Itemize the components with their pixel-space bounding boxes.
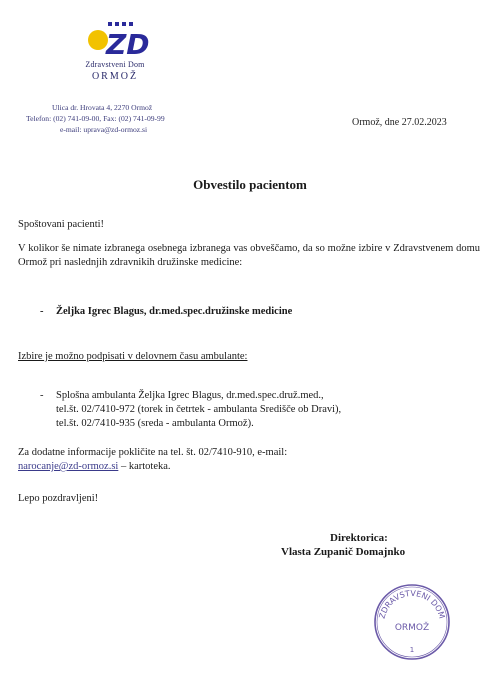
document-date: Ormož, dne 27.02.2023: [352, 117, 447, 128]
stamp-number: 1: [409, 646, 415, 654]
doctor-list-item: [40, 305, 292, 319]
doctor-name: Željka Igrec Blagus, dr.med.spec.družinske medicine: [56, 306, 293, 317]
closing: Lepo pozdravljeni!: [18, 493, 99, 504]
sign-up-note: Izbire je možno podpisati v delovnem času ambulante:: [18, 351, 248, 362]
contact-email-link[interactable]: narocanje@zd-ormoz.si: [18, 461, 119, 472]
ambulance-list-item: [40, 389, 480, 431]
logo-sun-icon: [88, 30, 108, 50]
signature-name: Vlasta Zupanič Domajnko: [281, 546, 406, 558]
greeting: Spoštovani pacienti!: [18, 219, 105, 230]
intro-paragraph: V kolikor še nimate izbranega osebnega izbranega vas obveščamo, da so možne izbire v Zdravstvenem domu Ormož pri naslednjih zdravnikih družinske medicine:: [18, 243, 480, 268]
letterhead-email: e-mail: uprava@zd-ormoz.si: [60, 125, 148, 134]
document-title: Obvestilo pacientom: [193, 177, 307, 192]
zd-logo: [84, 20, 164, 60]
letterhead-phone-fax: Telefon: (02) 741-09-00, Fax: (02) 741-09-99: [26, 114, 165, 123]
official-stamp: [372, 582, 452, 662]
stamp-top-text: ZDRAVSTVENI DOM: [377, 588, 447, 620]
contact-text: Za dodatne informacije pokličite na tel. št. 02/7410-910, e-mail:: [18, 447, 288, 458]
contact-paragraph: [18, 446, 480, 474]
ambulance-line-1: Splošna ambulanta Željka Igrec Blagus, dr.med.spec.druž.med.,: [56, 390, 324, 401]
ambulance-line-3: tel.št. 02/7410-935 (sreda - ambulanta Ormož).: [56, 418, 254, 429]
institution-name: Zdravstveni Dom: [85, 60, 145, 69]
institution-city: ORMOŽ: [91, 71, 139, 82]
bullet-dash: -: [40, 306, 44, 317]
bullet-dash: -: [40, 390, 44, 401]
stamp-center-text: ORMOŽ: [394, 623, 430, 633]
letterhead-address: Ulica dr. Hrovata 4, 2270 Ormož: [52, 103, 153, 112]
signature-role: Direktorica:: [330, 532, 388, 544]
ambulance-line-2: tel.št. 02/7410-972 (torek in četrtek - ambulanta Središče ob Dravi),: [56, 404, 342, 415]
contact-suffix: – kartoteka.: [118, 461, 171, 472]
logo-letters: ZD: [106, 28, 150, 60]
